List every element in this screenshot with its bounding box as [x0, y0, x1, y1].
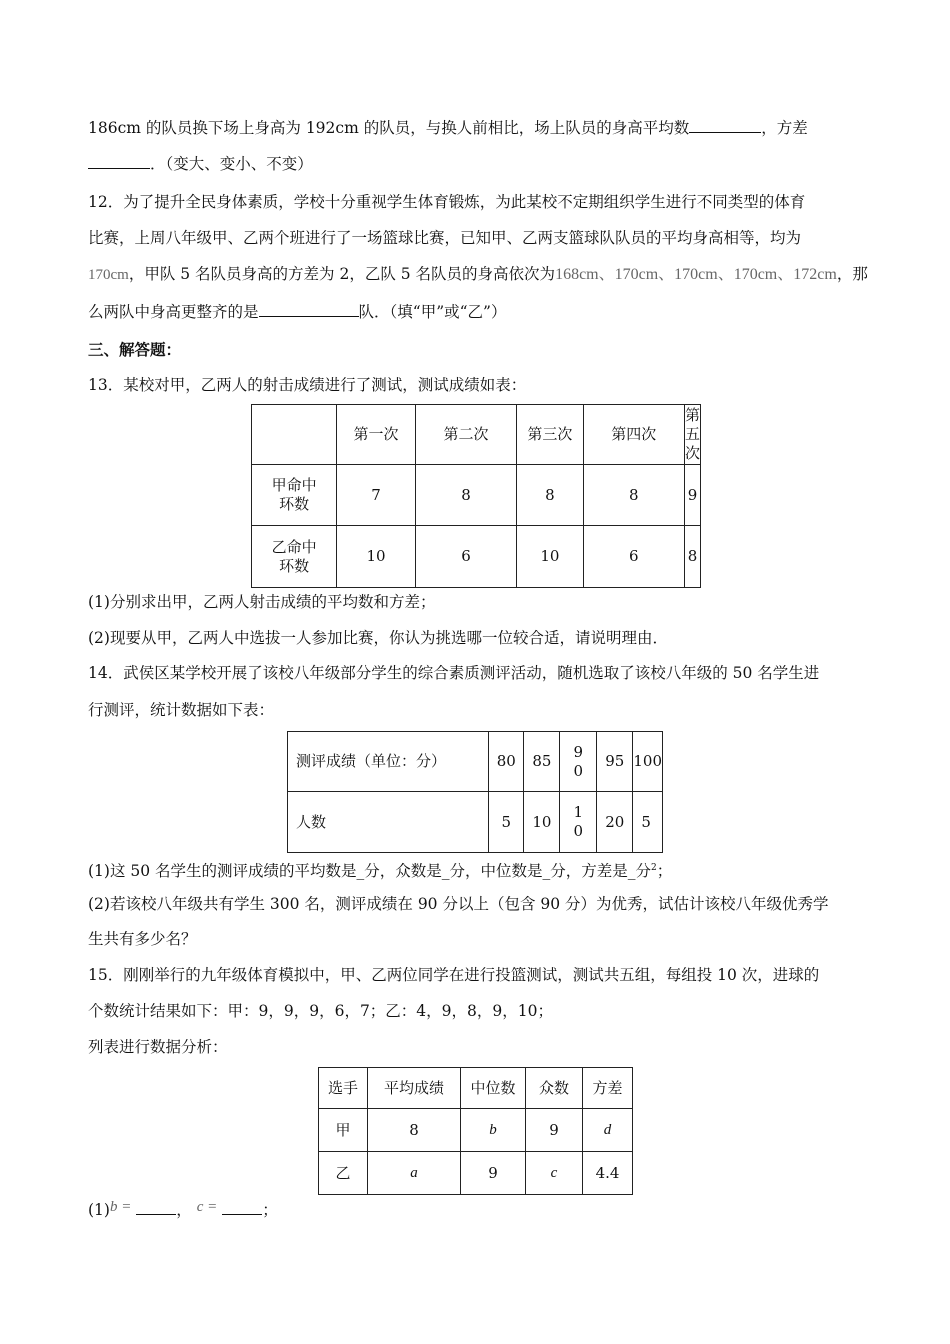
header-cell: 测评成绩（单位：分） — [288, 732, 489, 792]
q15-part1 — [88, 1200, 278, 1221]
text: ，甲队 5 名队员身高的方差为 2，乙队 5 名队员的身高依次为 — [128, 265, 556, 283]
header-cell: 选手 — [319, 1068, 368, 1109]
q11-line2 — [88, 154, 313, 174]
cell: 9 — [684, 465, 700, 526]
q13-intro: 13．某校对甲，乙两人的射击成绩进行了测试，测试成绩如表： — [88, 376, 527, 394]
answer-blank[interactable] — [259, 302, 359, 317]
cell: c — [550, 1165, 558, 1181]
cell: 8 — [415, 465, 516, 526]
text: ， — [176, 1201, 192, 1219]
superscript: 2 — [651, 863, 657, 873]
text: 186cm 的队员换下场上身高为 192cm 的队员，与换人前相比，场上队员的身高平均数 — [88, 119, 690, 137]
answer-blank-c[interactable] — [222, 1200, 262, 1215]
header-cell: 中位数 — [461, 1068, 526, 1109]
header-cell: 80 — [489, 732, 524, 792]
header-cell: 95 — [597, 732, 633, 792]
var-b: b = — [109, 1199, 132, 1215]
var-c: c = — [196, 1199, 218, 1215]
text: ，那 — [836, 265, 868, 283]
q14-part2-line2: 生共有多少名？ — [88, 930, 197, 948]
text: ．（变大、变小、不变） — [150, 155, 313, 173]
row-label: 甲命中环数 — [252, 465, 337, 526]
answer-blank[interactable] — [689, 118, 761, 133]
answer-blank-b[interactable] — [136, 1200, 176, 1215]
row-label: 乙 — [319, 1152, 368, 1195]
q13-table — [251, 404, 701, 588]
q15-line2: 个数统计结果如下：甲：9，9，9，6，7；乙：4，9，8，9，10； — [88, 1002, 553, 1020]
q15-table — [318, 1067, 633, 1195]
header-cell: 众数 — [526, 1068, 583, 1109]
text: ； — [262, 1201, 278, 1219]
q14-line1: 14．武侯区某学校开展了该校八年级部分学生的综合素质测评活动，随机选取了该校八年级的 50 名学生进 — [88, 664, 820, 682]
q14-part2-line1: (2)若该校八年级共有学生 300 名，测评成绩在 90 分以上（包含 90 分）为优秀，试估计该校八年级优秀学 — [88, 895, 829, 913]
header-cell: 第五次 — [684, 405, 700, 465]
header-cell — [252, 405, 337, 465]
header-cell: 90 — [560, 732, 597, 792]
cell: 5 — [633, 792, 663, 853]
header-cell: 85 — [524, 732, 560, 792]
cell: 5 — [489, 792, 524, 853]
cell: 10 — [560, 792, 597, 853]
header-cell: 第一次 — [337, 405, 416, 465]
cell: d — [603, 1122, 612, 1138]
header-cell: 第三次 — [517, 405, 584, 465]
cell: a — [410, 1165, 418, 1181]
q12-line2: 比赛，上周八年级甲、乙两个班进行了一场篮球比赛，已知甲、乙两支篮球队队员的平均身高相等，均为 — [88, 229, 802, 247]
q12-line1: 12．为了提升全民身体素质，学校十分重视学生体育锻炼，为此某校不定期组织学生进行不同类型的体育 — [88, 193, 806, 211]
row-label: 人数 — [288, 792, 489, 853]
q14-table — [287, 731, 663, 853]
q15-line1: 15．刚刚举行的九年级体育模拟中，甲、乙两位同学在进行投篮测试，测试共五组，每组投 10 次，进球的 — [88, 966, 820, 984]
section-heading: 三、解答题： — [88, 340, 182, 359]
header-cell: 100 — [633, 732, 663, 792]
q14-line2: 行测评，统计数据如下表： — [88, 701, 275, 719]
text: (1) — [88, 1201, 110, 1219]
q13-part1: (1)分别求出甲，乙两人射击成绩的平均数和方差； — [88, 593, 436, 611]
cell: b — [489, 1122, 497, 1138]
header-cell: 方差 — [583, 1068, 633, 1109]
row-label: 甲 — [319, 1109, 368, 1152]
text: (1)这 50 名学生的测评成绩的平均数是_分，众数是_分，中位数是_分，方差是_分 — [88, 862, 652, 881]
cell: 8 — [684, 526, 700, 588]
cell: 6 — [583, 526, 684, 588]
q12-line3 — [88, 264, 868, 285]
heights-list: 168cm、170cm、170cm、170cm、172cm — [555, 266, 837, 283]
cell: 10 — [337, 526, 416, 588]
cell: 6 — [415, 526, 516, 588]
q15-line3: 列表进行数据分析： — [88, 1038, 228, 1056]
cell: 8 — [517, 465, 584, 526]
cell: 20 — [597, 792, 633, 853]
cell: 10 — [524, 792, 560, 853]
height-value: 170cm — [88, 267, 129, 283]
cell: 8 — [368, 1109, 461, 1152]
row-label: 乙命中环数 — [252, 526, 337, 588]
q12-line4 — [88, 302, 506, 322]
header-cell: 平均成绩 — [368, 1068, 461, 1109]
cell: 10 — [517, 526, 584, 588]
text: ； — [656, 862, 673, 881]
header-cell: 第四次 — [583, 405, 684, 465]
q14-part1 — [88, 858, 672, 881]
text: ，方差 — [761, 119, 808, 137]
cell: 9 — [526, 1109, 583, 1152]
q13-part2: (2)现要从甲，乙两人中选拔一人参加比赛，你认为挑选哪一位较合适，请说明理由． — [88, 629, 668, 647]
text: 队．（填“甲”或“乙”） — [358, 303, 507, 321]
text: 么两队中身高更整齐的是 — [88, 303, 259, 321]
cell: 7 — [337, 465, 416, 526]
header-cell: 第二次 — [415, 405, 516, 465]
cell: 9 — [461, 1152, 526, 1195]
q11-line1 — [88, 118, 808, 138]
answer-blank[interactable] — [88, 154, 150, 169]
cell: 8 — [583, 465, 684, 526]
cell: 4.4 — [583, 1152, 633, 1195]
